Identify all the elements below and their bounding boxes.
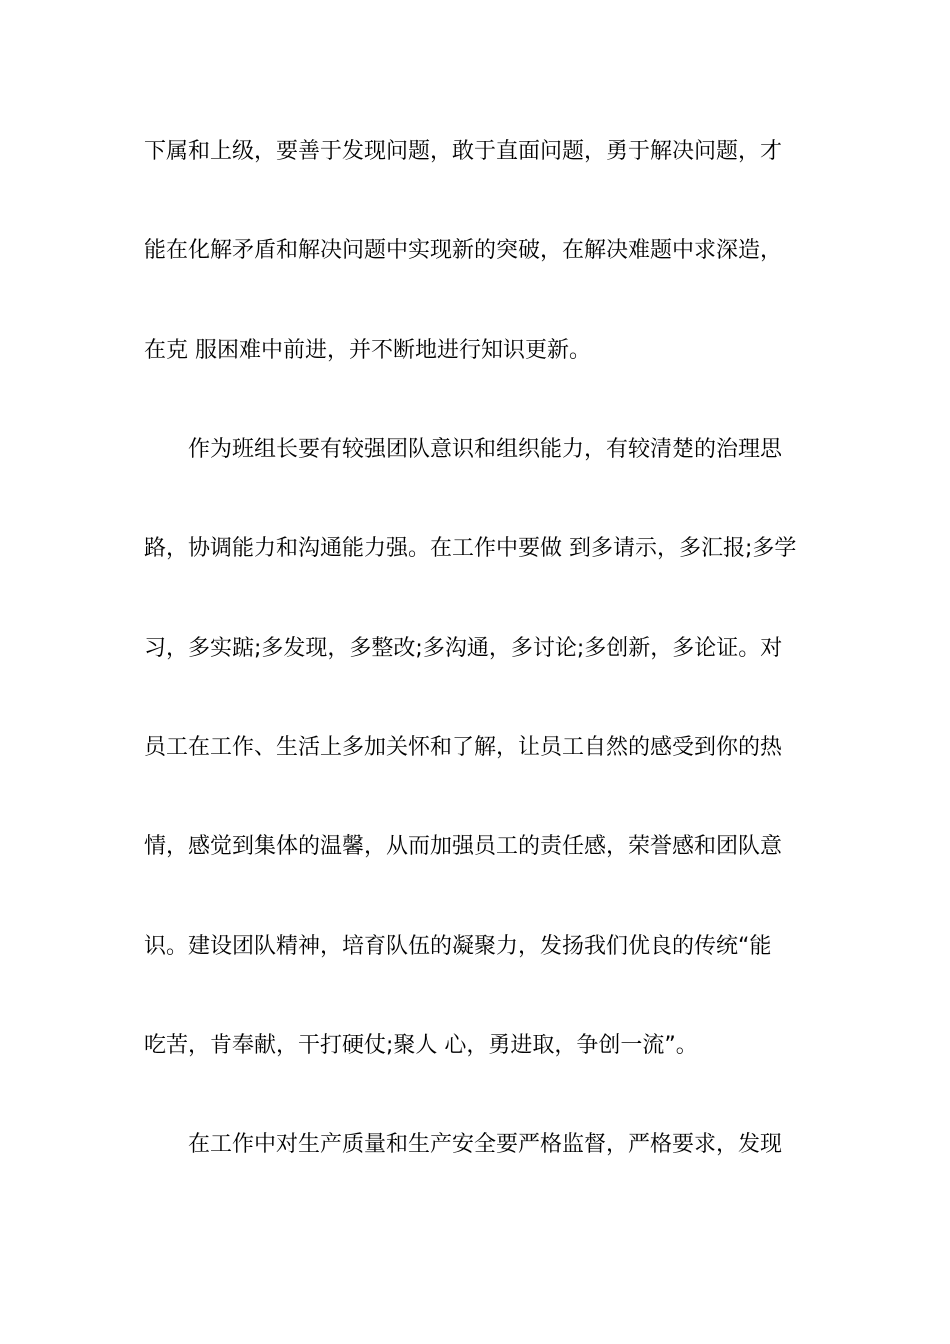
text-line-2: 能在化解矛盾和解决问题中实现新的突破，在解决难题中求深造， [144,238,783,263]
paragraph-start-line-4: 作为班组长要有较强团队意识和组织能力，有较清楚的治理思 [188,437,783,462]
text-line-7: 员工在工作、生活上多加关怀和了解，让员工自然的感受到你的热 [144,735,783,760]
text-line-1: 下属和上级，要善于发现问题，敢于直面问题，勇于解决问题，才 [144,139,783,164]
text-line-10: 吃苦，肯奉献，干打硬仗;聚人 心，勇进取，争创一流”。 [144,1033,698,1058]
text-line-9: 识。建设团队精神，培育队伍的凝聚力，发扬我们优良的传统“能 [144,934,772,959]
text-line-3: 在克 服困难中前进，并不断地进行知识更新。 [144,338,591,363]
text-line-6: 习，多实踮;多发现，多整改;多沟通，多讨论;多创新，多论证。对 [144,636,783,661]
text-line-8: 情，感觉到集体的温馨，从而加强员工的责任感，荣誉感和团队意 [144,834,783,859]
text-line-5: 路，协调能力和沟通能力强。在工作中要做 到多请示，多汇报;多学 [144,536,797,561]
paragraph-start-line-11: 在工作中对生产质量和生产安全要严格监督，严格要求，发现 [188,1132,783,1157]
